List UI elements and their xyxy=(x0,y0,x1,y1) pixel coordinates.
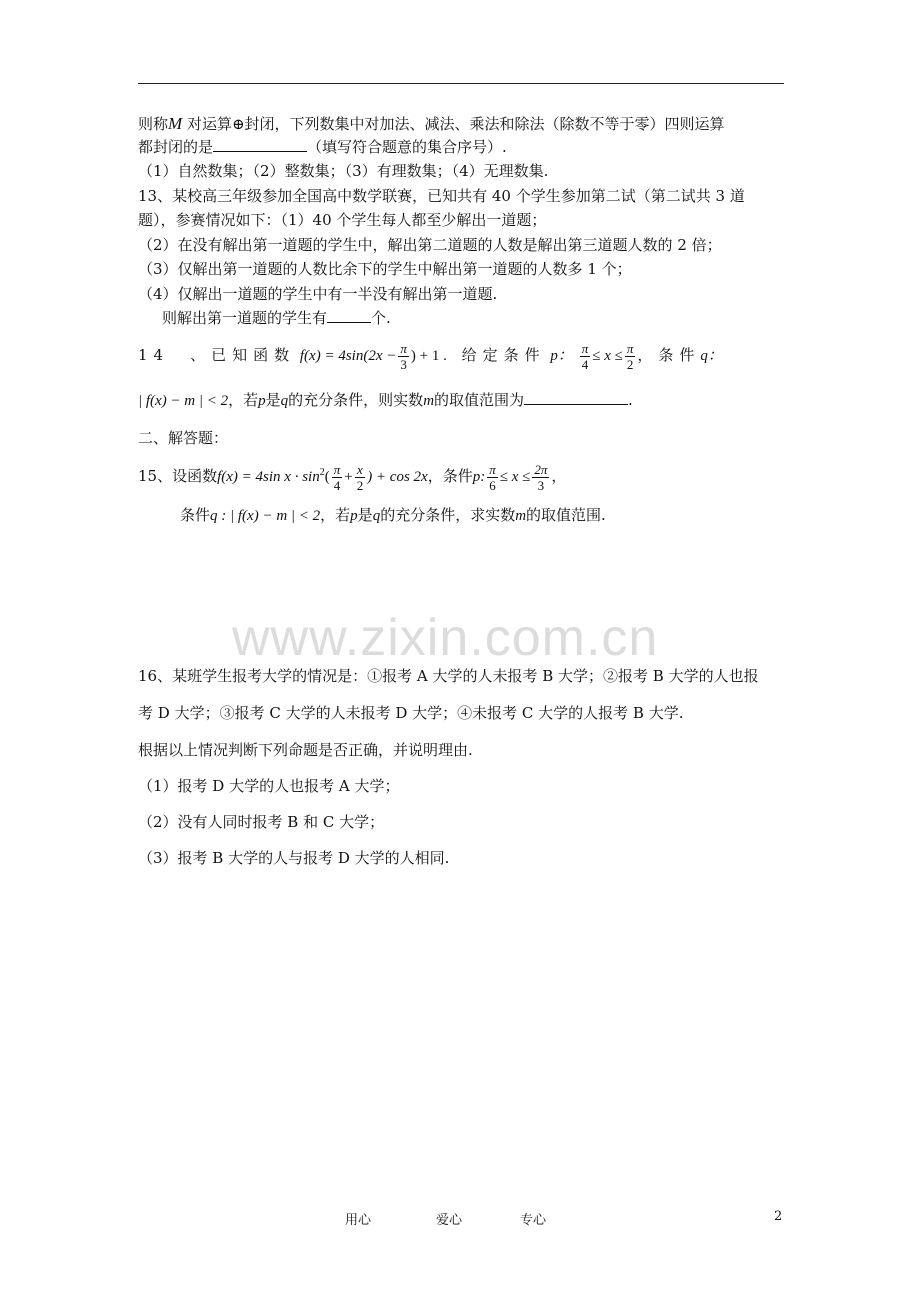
den: 6 xyxy=(489,477,496,493)
num: π xyxy=(581,340,589,356)
q12-var-M: M xyxy=(168,114,183,133)
q15-text: 的充分条件，求实数 xyxy=(380,506,516,524)
q15-ineq: ≤ x ≤ xyxy=(499,469,531,485)
fraction xyxy=(580,341,591,372)
fraction xyxy=(355,462,366,493)
footer-text-1: 用心 xyxy=(345,1213,372,1228)
q13-line3: （2）在没有解出第一道题的学生中，解出第二道题的人数是解出第三道题人数的 2 倍； xyxy=(138,236,722,254)
q12-text: 则称 xyxy=(138,115,169,133)
num: π xyxy=(400,340,407,356)
footer-text-2: 爱心 xyxy=(436,1213,463,1228)
q14-text: 给定条件 xyxy=(461,346,546,364)
answer-blank[interactable] xyxy=(524,390,628,405)
q14-text: ，条件 xyxy=(637,346,701,364)
q16-line4: （1）报考 D 大学的人也报考 A 大学； xyxy=(138,777,400,795)
q14-ineq: ≤ x ≤ xyxy=(592,348,623,364)
q14-text: 的充分条件，则实数 xyxy=(288,391,424,409)
q14-text: 的取值范围为 xyxy=(434,391,525,409)
q14-abs: | f(x) − m | < 2 xyxy=(138,393,229,409)
q14-line1 xyxy=(138,338,723,373)
q14-p: p： xyxy=(550,348,573,364)
q14-func: f(x) = 4sin(2x − xyxy=(299,348,397,364)
q14-func-tail: ) + 1 . xyxy=(410,348,447,364)
q15-func-tail: ) + cos 2x xyxy=(367,469,428,485)
den: 3 xyxy=(400,356,407,372)
paren: ( xyxy=(324,469,330,485)
q12-text: 都封闭的是 xyxy=(138,138,214,156)
q14-line2 xyxy=(138,390,633,411)
fraction xyxy=(398,341,409,372)
q15-p: p xyxy=(350,508,358,524)
q12-line3: （1）自然数集；（2）整数集；（3）有理数集；（4）无理数集. xyxy=(138,162,549,180)
q14-q: q： xyxy=(700,348,723,364)
q15-line2 xyxy=(180,505,606,526)
q14-p: p xyxy=(258,393,266,409)
q14-q: q xyxy=(280,393,289,409)
q13-line4: （3）仅解出第一道题的人数比余下的学生中解出第一道题的人数多 1 个； xyxy=(138,260,632,278)
q13-line6 xyxy=(162,308,391,328)
q15-func: f(x) = 4sin x · sin xyxy=(217,469,320,485)
q15-text: 条件 xyxy=(180,506,211,524)
q16-line6: （3）报考 B 大学的人与报考 D 大学的人相同. xyxy=(138,849,450,867)
q16-line5: （2）没有人同时报考 B 和 C 大学； xyxy=(138,813,385,831)
q12-text: （填写符合题意的集合序号）. xyxy=(307,138,507,156)
watermark: www.zixin.com.cn xyxy=(232,609,659,667)
q13-line5: （4）仅解出一道题的学生中有一半没有解出第一道题. xyxy=(138,285,498,303)
fraction xyxy=(532,462,549,493)
section-title: 二、解答题： xyxy=(138,429,229,447)
num: x xyxy=(357,461,363,477)
answer-blank[interactable] xyxy=(327,308,371,323)
den: 2 xyxy=(356,477,364,493)
q14-text: 14 、已知函数 xyxy=(138,346,296,364)
q13-text: 个. xyxy=(371,309,391,327)
q12-line1 xyxy=(138,114,725,134)
den: 4 xyxy=(581,356,589,372)
num: π xyxy=(333,461,341,477)
q15-text: 的取值范围. xyxy=(526,506,606,524)
fraction xyxy=(625,341,636,372)
q15-line1 xyxy=(138,456,566,494)
q14-text: 是 xyxy=(265,391,281,409)
q15-p: p: xyxy=(472,469,486,485)
exponent: 2 xyxy=(319,467,325,478)
q16-line3: 根据以上情况判断下列命题是否正确，并说明理由. xyxy=(138,741,473,759)
den: 4 xyxy=(333,477,341,493)
q15-text: ， xyxy=(551,467,567,485)
num: π xyxy=(489,461,496,477)
q15-abs: q : | f(x) − m | < 2 xyxy=(210,508,321,524)
plus: + xyxy=(344,469,353,485)
q16-line1: 16、某班学生报考大学的情况是：①报考 A 大学的人未报考 B 大学；②报考 B 大学的人也报 xyxy=(138,667,759,685)
q14-text: . xyxy=(628,391,633,409)
den: 3 xyxy=(537,477,545,493)
q15-text: 是 xyxy=(357,506,373,524)
q15-text: ，条件 xyxy=(427,467,473,485)
den: 2 xyxy=(626,356,634,372)
num: π xyxy=(626,340,634,356)
header-rule xyxy=(138,83,784,84)
q12-line2 xyxy=(138,137,507,157)
q15-text: 15、设函数 xyxy=(138,467,218,485)
fraction xyxy=(487,462,498,493)
q13-line1: 13、某校高三年级参加全国高中数学联赛，已知共有 40 个学生参加第二试（第二试共 3 道 xyxy=(138,187,745,205)
q14-text: ，若 xyxy=(228,391,259,409)
q15-q: q xyxy=(372,508,381,524)
q12-text: 对运算⊕封闭，下列数集中对加法、减法、乘法和除法（除数不等于零）四则运算 xyxy=(182,115,725,133)
answer-blank[interactable] xyxy=(213,137,307,152)
footer-text-3: 专心 xyxy=(520,1213,547,1228)
page-number: 2 xyxy=(774,1209,783,1224)
num: 2π xyxy=(534,461,548,477)
q14-m: m xyxy=(423,393,435,409)
q13-text: 则解出第一道题的学生有 xyxy=(162,309,328,327)
q16-line2: 考 D 大学；③报考 C 大学的人未报考 D 大学；④未报考 C 大学的人报考 B 大学. xyxy=(138,704,684,722)
fraction xyxy=(332,462,343,493)
q15-m: m xyxy=(515,508,527,524)
q15-text: ，若 xyxy=(320,506,351,524)
q13-line2: 题），参赛情况如下：（1）40 个学生每人都至少解出一道题； xyxy=(138,211,547,229)
